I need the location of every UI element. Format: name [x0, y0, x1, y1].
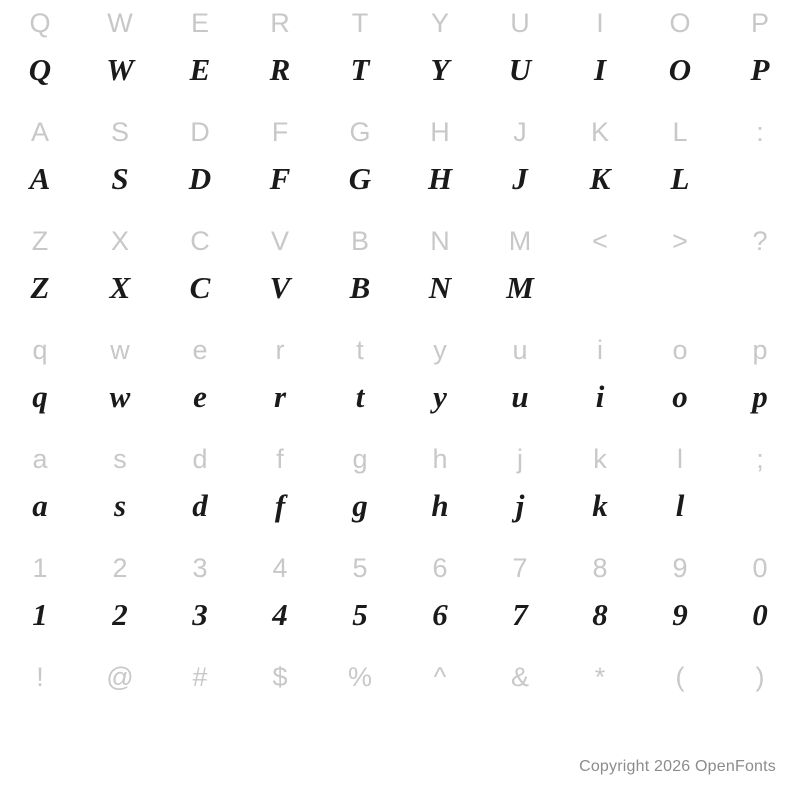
key-label: 4	[272, 553, 288, 583]
glyph-sample: J	[512, 161, 528, 196]
glyph-sample	[560, 706, 640, 756]
glyph-row	[0, 597, 800, 647]
glyph-sample	[720, 706, 800, 756]
key-label: E	[190, 8, 209, 38]
key-label: I	[596, 8, 604, 38]
key-label: P	[750, 8, 769, 38]
glyph-sample: r	[273, 379, 287, 414]
glyph-sample: 0	[752, 597, 768, 632]
key-label: ;	[756, 444, 764, 474]
key-label: q	[32, 335, 48, 365]
key-label: 2	[112, 553, 128, 583]
glyph-sample	[80, 706, 160, 756]
glyph-sample: 6	[432, 597, 448, 632]
row-spacer	[0, 647, 800, 654]
key-label: 6	[432, 553, 448, 583]
key-label: H	[430, 117, 450, 147]
key-label: 8	[592, 553, 608, 583]
key-label: 3	[192, 553, 208, 583]
key-label: 7	[512, 553, 528, 583]
key-label: #	[192, 662, 208, 692]
key-label: Q	[29, 8, 51, 38]
key-label: S	[110, 117, 129, 147]
key-label: B	[350, 226, 369, 256]
glyph-sample: 4	[272, 597, 288, 632]
key-label: W	[107, 8, 133, 38]
key-label: G	[349, 117, 371, 147]
row-spacer	[0, 211, 800, 218]
glyph-sample: 8	[592, 597, 608, 632]
key-label: C	[190, 226, 210, 256]
key-label: (	[675, 662, 685, 692]
glyph-sample: t	[355, 379, 365, 414]
key-label: j	[517, 444, 523, 474]
glyph-sample: f	[274, 488, 286, 523]
glyph-sample: u	[511, 379, 529, 414]
glyph-row	[0, 379, 800, 429]
key-label: &	[510, 662, 529, 692]
key-label: :	[756, 117, 764, 147]
key-label: Z	[31, 226, 49, 256]
glyph-sample	[720, 488, 800, 538]
row-spacer	[0, 102, 800, 109]
glyph-sample: G	[348, 161, 372, 196]
glyph-sample: i	[595, 379, 605, 414]
key-row	[0, 0, 800, 52]
key-label: 1	[32, 553, 48, 583]
key-row	[0, 327, 800, 379]
key-label: o	[672, 335, 688, 365]
glyph-sample	[480, 706, 560, 756]
glyph-sample: 2	[112, 597, 128, 632]
glyph-sample: T	[350, 52, 370, 87]
key-label: <	[592, 226, 608, 256]
key-row	[0, 218, 800, 270]
row-spacer	[0, 429, 800, 436]
glyph-sample: P	[750, 52, 770, 87]
glyph-sample	[720, 270, 800, 320]
key-label: )	[755, 662, 765, 692]
glyph-sample: w	[109, 379, 131, 414]
glyph-sample: B	[349, 270, 371, 305]
key-label: l	[677, 444, 683, 474]
glyph-sample	[0, 706, 80, 756]
key-label: X	[110, 226, 129, 256]
glyph-row	[0, 270, 800, 320]
key-label: T	[351, 8, 369, 38]
glyph-sample: F	[269, 161, 291, 196]
glyph-sample: R	[269, 52, 291, 87]
key-label: s	[113, 444, 127, 474]
glyph-sample: j	[515, 488, 525, 523]
key-label: ?	[752, 226, 768, 256]
key-row	[0, 436, 800, 488]
copyright-notice: Copyright 2026 OpenFonts	[579, 758, 776, 775]
glyph-sample	[160, 706, 240, 756]
key-label: f	[276, 444, 284, 474]
key-label: 0	[752, 553, 768, 583]
glyph-sample: 5	[352, 597, 368, 632]
glyph-sample: k	[592, 488, 608, 523]
glyph-sample: H	[427, 161, 453, 196]
glyph-sample: V	[269, 270, 291, 305]
glyph-sample: y	[433, 379, 447, 414]
key-label: p	[752, 335, 768, 365]
glyph-sample	[640, 270, 720, 320]
glyph-sample: h	[431, 488, 449, 523]
key-label: R	[270, 8, 290, 38]
key-row	[0, 654, 800, 706]
glyph-row	[0, 488, 800, 538]
key-label: d	[192, 444, 208, 474]
key-label: r	[275, 335, 285, 365]
glyph-row	[0, 161, 800, 211]
key-label: %	[347, 662, 372, 692]
glyph-sample: W	[106, 52, 134, 87]
key-label: K	[590, 117, 609, 147]
key-label: h	[432, 444, 448, 474]
glyph-sample: l	[675, 488, 685, 523]
key-label: >	[672, 226, 688, 256]
glyph-sample: M	[506, 270, 534, 305]
key-label: t	[356, 335, 364, 365]
glyph-sample: E	[189, 52, 211, 87]
glyph-sample: e	[193, 379, 207, 414]
key-label: L	[672, 117, 688, 147]
glyph-sample: D	[188, 161, 212, 196]
key-label: !	[36, 662, 44, 692]
glyph-sample: Z	[30, 270, 50, 305]
key-label: u	[512, 335, 528, 365]
glyph-sample	[640, 706, 720, 756]
glyph-sample: S	[111, 161, 129, 196]
glyph-sample: C	[189, 270, 211, 305]
glyph-sample: Q	[28, 52, 52, 87]
glyph-sample: X	[109, 270, 131, 305]
key-label: *	[594, 662, 606, 692]
glyph-sample: A	[29, 161, 51, 196]
key-row	[0, 109, 800, 161]
glyph-sample: g	[352, 488, 368, 523]
glyph-sample: d	[192, 488, 208, 523]
key-label: O	[669, 8, 691, 38]
key-row	[0, 545, 800, 597]
key-label: ^	[433, 662, 447, 692]
glyph-sample	[240, 706, 320, 756]
glyph-sample: o	[672, 379, 688, 414]
glyph-sample: a	[32, 488, 48, 523]
key-label: Y	[430, 8, 449, 38]
glyph-sample: O	[668, 52, 692, 87]
glyph-sample: q	[32, 379, 48, 414]
key-label: y	[433, 335, 447, 365]
row-spacer	[0, 538, 800, 545]
key-label: k	[593, 444, 607, 474]
glyph-row	[0, 706, 800, 756]
glyph-sample: I	[593, 52, 607, 87]
key-label: U	[510, 8, 530, 38]
key-label: g	[352, 444, 368, 474]
glyph-row	[0, 52, 800, 102]
key-label: i	[597, 335, 603, 365]
glyph-sample	[560, 270, 640, 320]
glyph-sample: 7	[512, 597, 528, 632]
key-label: a	[32, 444, 48, 474]
key-label: D	[190, 117, 210, 147]
key-label: 9	[672, 553, 688, 583]
glyph-sample: 9	[672, 597, 688, 632]
key-label: 5	[352, 553, 368, 583]
glyph-sample: N	[428, 270, 452, 305]
glyph-sample: Y	[430, 52, 450, 87]
glyph-sample: p	[752, 379, 768, 414]
key-label: F	[271, 117, 289, 147]
key-label: @	[106, 662, 134, 692]
glyph-sample	[720, 161, 800, 211]
key-label: J	[513, 117, 527, 147]
glyph-sample: K	[589, 161, 611, 196]
glyph-sample: L	[670, 161, 690, 196]
glyph-sample: s	[113, 488, 127, 523]
key-label: e	[192, 335, 208, 365]
key-label: M	[508, 226, 532, 256]
key-label: V	[270, 226, 289, 256]
key-label: w	[110, 335, 130, 365]
key-label: N	[430, 226, 450, 256]
glyph-sample	[400, 706, 480, 756]
row-spacer	[0, 320, 800, 327]
glyph-sample: U	[508, 52, 532, 87]
glyph-sample: 3	[192, 597, 208, 632]
glyph-sample	[320, 706, 400, 756]
key-label: A	[30, 117, 49, 147]
glyph-sample: 1	[32, 597, 48, 632]
key-label: $	[272, 662, 288, 692]
